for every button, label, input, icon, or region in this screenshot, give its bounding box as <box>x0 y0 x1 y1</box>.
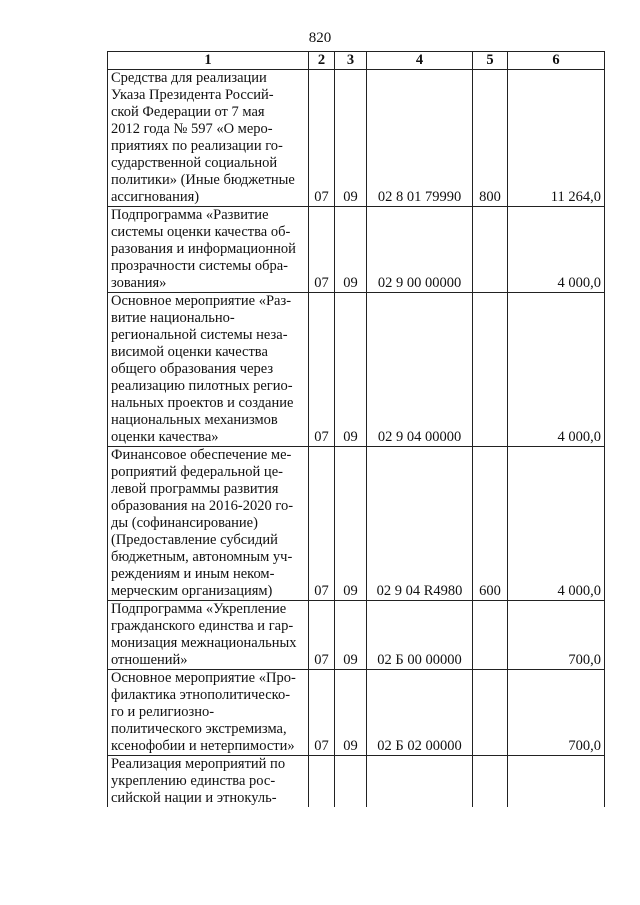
row-name <box>108 70 309 207</box>
row-subsection: 09 <box>335 293 367 447</box>
row-amount <box>508 756 605 808</box>
row-section: 07 <box>309 293 335 447</box>
row-expense-type: 800 <box>473 70 508 207</box>
row-subsection: 09 <box>335 70 367 207</box>
row-subsection <box>335 756 367 808</box>
table-row <box>108 756 605 808</box>
row-name-text: Подпрограмма «Укрепление гражданского единства и гар- монизация межнациональных отношений» <box>111 601 297 668</box>
row-amount: 4 000,0 <box>508 207 605 293</box>
row-name <box>108 756 309 808</box>
row-section: 07 <box>309 447 335 601</box>
row-name-text: Основное мероприятие «Про- филактика этнополитическо- го и религиозно- политического экстремизма, ксенофобии и нетерпимости» <box>111 670 296 754</box>
row-name-text: Финансовое обеспечение ме- роприятий федеральной це- левой программы развития образования на 2016-2020 го- ды (софинансирование) (Предоставление субсидий бюджетным, автономным уч- реждениям и иным неком- мерческим организациям) <box>111 447 294 599</box>
row-expense-type <box>473 756 508 808</box>
row-amount: 700,0 <box>508 670 605 756</box>
table-row <box>108 70 605 207</box>
row-subsection: 09 <box>335 447 367 601</box>
header-col-4: 4 <box>367 52 473 70</box>
row-section <box>309 756 335 808</box>
row-amount: 11 264,0 <box>508 70 605 207</box>
row-name <box>108 670 309 756</box>
row-target-code: 02 9 04 R4980 <box>367 447 473 601</box>
header-col-2: 2 <box>309 52 335 70</box>
row-target-code: 02 Б 00 00000 <box>367 601 473 670</box>
row-amount: 700,0 <box>508 601 605 670</box>
row-name <box>108 447 309 601</box>
row-expense-type: 600 <box>473 447 508 601</box>
table-row <box>108 670 605 756</box>
header-col-1: 1 <box>108 52 309 70</box>
row-target-code: 02 8 01 79990 <box>367 70 473 207</box>
row-subsection: 09 <box>335 601 367 670</box>
table-row <box>108 601 605 670</box>
table-row <box>108 293 605 447</box>
header-col-6: 6 <box>508 52 605 70</box>
budget-table <box>107 51 605 807</box>
row-subsection: 09 <box>335 670 367 756</box>
row-name-text: Реализация мероприятий по укреплению единства рос- сийской нации и этнокуль- <box>111 756 286 806</box>
row-amount: 4 000,0 <box>508 447 605 601</box>
row-name-text: Основное мероприятие «Раз- витие национально- региональной системы неза- висимой оценки качества общего образования через реализацию пилотных регио- нальных проектов и создание национальных механизмов оценки качества» <box>111 293 294 445</box>
row-section: 07 <box>309 670 335 756</box>
row-target-code: 02 Б 02 00000 <box>367 670 473 756</box>
row-target-code <box>367 756 473 808</box>
row-section: 07 <box>309 207 335 293</box>
row-expense-type <box>473 670 508 756</box>
header-col-5: 5 <box>473 52 508 70</box>
row-name <box>108 601 309 670</box>
page-number: 820 <box>308 30 332 46</box>
row-section: 07 <box>309 70 335 207</box>
row-name <box>108 293 309 447</box>
table-header-row <box>108 52 605 70</box>
table-row <box>108 447 605 601</box>
row-target-code: 02 9 04 00000 <box>367 293 473 447</box>
row-name-text: Подпрограмма «Развитие системы оценки качества об- разования и информационной прозрачности системы обра- зования» <box>111 207 296 291</box>
row-expense-type <box>473 293 508 447</box>
row-section: 07 <box>309 601 335 670</box>
table-row <box>108 207 605 293</box>
row-subsection: 09 <box>335 207 367 293</box>
header-col-3: 3 <box>335 52 367 70</box>
row-name-text: Средства для реализации Указа Президента Россий- ской Федерации от 7 мая 2012 года № 597 «О меро- приятиях по реализации го- сударственной социальной политики» (Иные бюджетные ассигнования) <box>111 70 295 205</box>
row-name <box>108 207 309 293</box>
row-amount: 4 000,0 <box>508 293 605 447</box>
row-expense-type <box>473 601 508 670</box>
row-expense-type <box>473 207 508 293</box>
row-target-code: 02 9 00 00000 <box>367 207 473 293</box>
